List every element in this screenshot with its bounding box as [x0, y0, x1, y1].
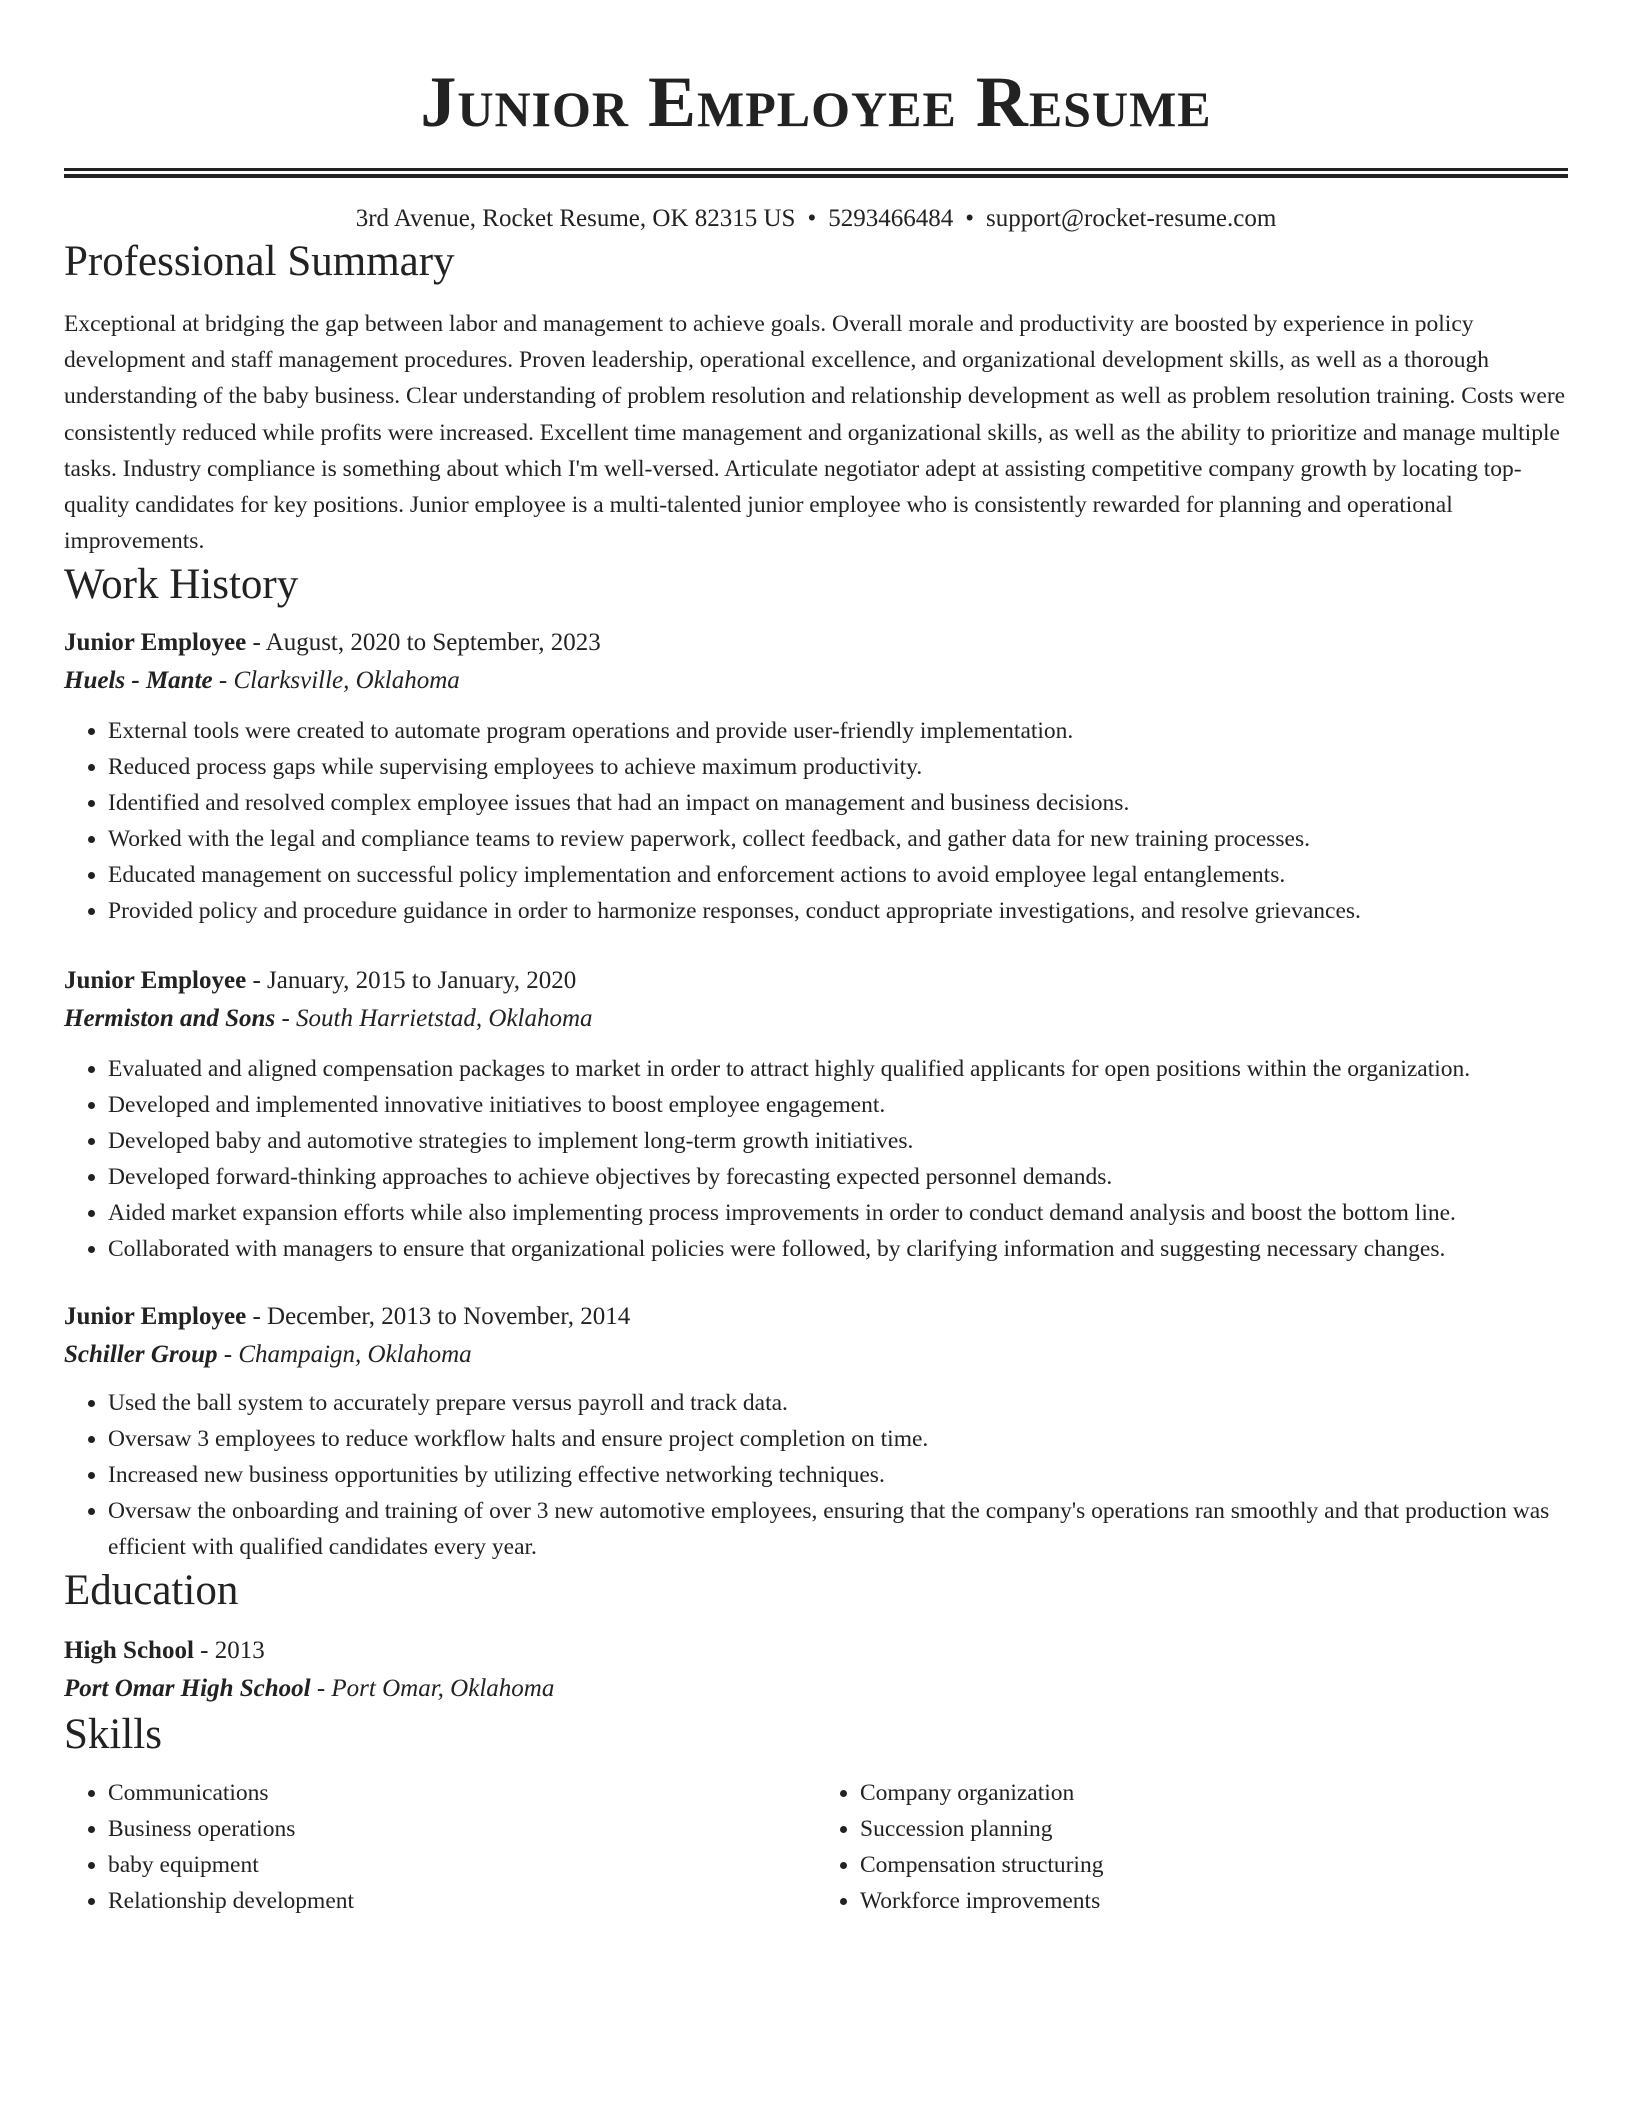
education-location: - Port Omar, Oklahoma	[310, 1675, 555, 1703]
job-header	[64, 963, 1568, 999]
job-bullet: • Aided market expansion efforts while also implementing process improvements in order to conduct demand analysis and boost the bottom line.	[108, 1195, 1568, 1231]
job-company-line	[64, 1335, 1568, 1375]
job-bullet: • Developed baby and automotive strategies to implement long-term growth initiatives.	[108, 1123, 1568, 1159]
skill-item: • Succession planning	[860, 1811, 1568, 1847]
job-bullet: • Provided policy and procedure guidance in order to harmonize responses, conduct appropriate investigations, and resolve grievances.	[108, 893, 1568, 929]
job-bullet: • Collaborated with managers to ensure that organizational policies were followed, by clarifying information and suggesting necessary changes.	[108, 1231, 1568, 1267]
contact-line	[64, 202, 1568, 236]
job-company-line	[64, 999, 1568, 1039]
job-location: - South Harrietstad, Oklahoma	[275, 1005, 593, 1033]
title-divider	[64, 168, 1568, 178]
contact-address: 3rd Avenue, Rocket Resume, OK 82315 US	[355, 205, 796, 232]
job-entry	[64, 963, 1568, 1267]
job-dates: - January, 2015 to January, 2020	[246, 967, 577, 995]
skills-list	[64, 1775, 1568, 1919]
job-location: - Champaign, Oklahoma	[217, 1341, 472, 1369]
skills-heading: Skills	[64, 1711, 162, 1759]
job-bullets	[64, 1051, 1568, 1267]
job-company: Huels - Mante	[64, 667, 213, 695]
education-degree: High School	[64, 1637, 194, 1665]
job-company: Hermiston and Sons	[64, 1005, 276, 1033]
job-bullet: • External tools were created to automate program operations and provide user-friendly implementation.	[108, 713, 1568, 749]
job-title: Junior Employee	[64, 1303, 247, 1331]
job-bullet: • Educated management on successful policy implementation and enforcement actions to avoid employee legal entanglements.	[108, 857, 1568, 893]
education-school-line	[64, 1669, 1568, 1709]
skills-column-right	[816, 1775, 1568, 1919]
job-bullet: • Increased new business opportunities by utilizing effective networking techniques.	[108, 1457, 1568, 1493]
contact-email: support@rocket-resume.com	[986, 205, 1277, 232]
job-bullet: • Developed forward-thinking approaches to achieve objectives by forecasting expected personnel demands.	[108, 1159, 1568, 1195]
job-bullet: • Used the ball system to accurately prepare versus payroll and track data.	[108, 1385, 1568, 1421]
job-bullets	[64, 1385, 1568, 1565]
education-year: - 2013	[193, 1637, 265, 1665]
skill-item: • Relationship development	[108, 1883, 816, 1919]
job-bullet: • Evaluated and aligned compensation packages to market in order to attract highly qualified applicants for open positions within the organization.	[108, 1051, 1568, 1087]
job-entry	[64, 1299, 1568, 1565]
skill-item: • Compensation structuring	[860, 1847, 1568, 1883]
job-bullet: • Identified and resolved complex employee issues that had an impact on management and business decisions.	[108, 785, 1568, 821]
job-location: - Clarksville, Oklahoma	[212, 667, 460, 695]
education-entry	[64, 1633, 1568, 1709]
job-company: Schiller Group	[64, 1341, 218, 1369]
job-dates: - August, 2020 to September, 2023	[246, 629, 601, 657]
skill-item: • Workforce improvements	[860, 1883, 1568, 1919]
education-school: Port Omar High School	[64, 1675, 311, 1703]
job-header	[64, 625, 1568, 661]
job-company-line	[64, 661, 1568, 701]
skill-item: • Company organization	[860, 1775, 1568, 1811]
education-heading: Education	[64, 1567, 239, 1615]
summary-heading: Professional Summary	[64, 238, 455, 285]
skill-item: • Business operations	[108, 1811, 816, 1847]
job-bullets	[64, 713, 1568, 929]
job-bullet: • Oversaw 3 employees to reduce workflow halts and ensure project completion on time.	[108, 1421, 1568, 1457]
skill-item: • baby equipment	[108, 1847, 816, 1883]
job-bullet: • Worked with the legal and compliance teams to review paperwork, collect feedback, and gather data for new training processes.	[108, 821, 1568, 857]
contact-phone: 5293466484	[828, 205, 954, 232]
contact-separator: •	[807, 205, 817, 232]
job-dates: - December, 2013 to November, 2014	[246, 1303, 631, 1331]
job-title: Junior Employee	[64, 967, 247, 995]
job-bullet: • Developed and implemented innovative initiatives to boost employee engagement.	[108, 1087, 1568, 1123]
job-entry	[64, 625, 1568, 929]
work-history-heading: Work History	[64, 561, 299, 609]
summary-text: Exceptional at bridging the gap between labor and management to achieve goals. Overall morale and productivity are boosted by experience in policy development and staff management procedures. Proven leadership, operational excellence, and organizational development skills, as well as a thorough understanding of the baby business. Clear understanding of problem resolution and relationship development as well as problem resolution training. Costs were consistently reduced while profits were increased. Excellent time management and organizational skills, as well as the ability to prioritize and manage multiple tasks. Industry compliance is something about which I'm well-versed. Articulate negotiator adept at assisting competitive company growth by locating top-quality candidates for key positions. Junior employee is a multi-talented junior employee who is consistently rewarded for planning and operational improvements.	[64, 311, 1566, 555]
contact-separator: •	[965, 205, 974, 232]
job-header	[64, 1299, 1568, 1335]
job-bullet: • Reduced process gaps while supervising employees to achieve maximum productivity.	[108, 749, 1568, 785]
job-bullet: • Oversaw the onboarding and training of over 3 new automotive employees, ensuring that the company's operations ran smoothly and that production was efficient with qualified candidates every year.	[108, 1493, 1568, 1565]
skills-column-left	[64, 1775, 816, 1919]
job-title: Junior Employee	[64, 629, 247, 657]
education-header	[64, 1633, 1568, 1669]
skill-item: • Communications	[108, 1775, 816, 1811]
resume-title: Junior Employee Resume	[420, 62, 1212, 142]
